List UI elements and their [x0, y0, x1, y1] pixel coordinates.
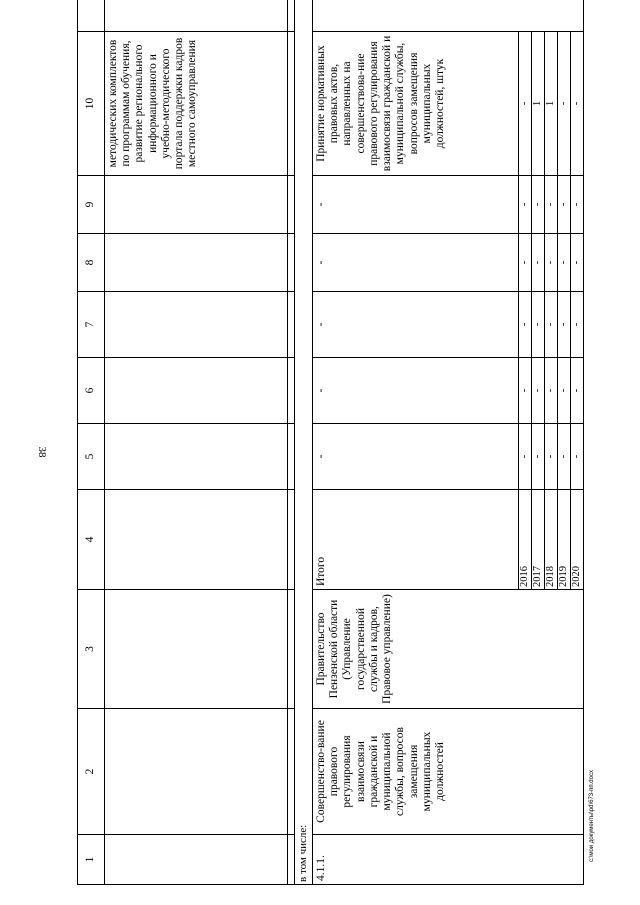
col-header-10: 10	[78, 32, 105, 176]
including-row	[295, 0, 313, 885]
col-header-11	[78, 0, 105, 32]
year-cell: -	[532, 176, 545, 234]
year-cell: -	[571, 424, 584, 490]
year-cell: -	[571, 176, 584, 234]
year-cell: -	[571, 32, 584, 176]
year-label: 2017	[532, 490, 545, 590]
continued-row	[105, 0, 288, 885]
item-name: Совершенство-вание правового регулирования взаимосвязи гражданской и муниципальной службы, вопросов замещения муниципальных должностей	[313, 709, 584, 835]
col-header-7: 7	[78, 292, 105, 358]
year-cell: -	[532, 292, 545, 358]
year-cell: 1	[532, 32, 545, 176]
year-cell: -	[558, 176, 571, 234]
year-cell: -	[558, 234, 571, 292]
year-cell: -	[519, 292, 532, 358]
total-c9: -	[313, 176, 519, 234]
blank-row	[288, 0, 295, 885]
program-measures-table	[77, 0, 584, 885]
year-cell: 1	[545, 32, 558, 176]
year-cell: -	[571, 358, 584, 424]
item-executor: Правительство Пензенской области (Управление государственной службы и кадров, Правовое управление)	[313, 590, 584, 709]
year-cell: -	[545, 424, 558, 490]
including-label: в том числе:	[295, 0, 313, 885]
year-cell: -	[519, 424, 532, 490]
year-cell: -	[558, 32, 571, 176]
year-label: 2019	[558, 490, 571, 590]
year-label: 2016	[519, 490, 532, 590]
year-cell: -	[519, 176, 532, 234]
year-cell: -	[532, 234, 545, 292]
col-header-4: 4	[78, 490, 105, 590]
total-c8: -	[313, 234, 519, 292]
year-cell: -	[519, 32, 532, 176]
year-cell: -	[571, 234, 584, 292]
total-c7: -	[313, 292, 519, 358]
col-header-2: 2	[78, 709, 105, 835]
year-label: 2018	[545, 490, 558, 590]
relation-text	[313, 0, 584, 32]
page-number: 38	[36, 446, 48, 458]
item-row	[313, 0, 519, 885]
year-cell: -	[545, 176, 558, 234]
total-c6: -	[313, 358, 519, 424]
year-cell: -	[558, 292, 571, 358]
col-header-3: 3	[78, 590, 105, 709]
footer-file-path: c:\мои документы\pd\673-пп.docx	[589, 770, 595, 862]
column-number-row	[78, 0, 105, 885]
item-number: 4.1.1.	[313, 835, 584, 885]
col-header-1: 1	[78, 835, 105, 885]
year-cell: -	[558, 424, 571, 490]
col-header-5: 5	[78, 424, 105, 490]
col-header-9: 9	[78, 176, 105, 234]
year-cell: -	[532, 358, 545, 424]
col-header-8: 8	[78, 234, 105, 292]
total-label: Итого	[313, 490, 519, 590]
rotated-table-wrapper	[77, 35, 583, 885]
year-cell: -	[519, 358, 532, 424]
year-label: 2020	[571, 490, 584, 590]
year-cell: -	[519, 234, 532, 292]
col-header-6: 6	[78, 358, 105, 424]
year-cell: -	[545, 292, 558, 358]
continued-indicator-text: методических комплектов по программам обучения, развитие регионального информационного и учебно-методического портала поддержки кадров местного самоуправления	[105, 32, 288, 176]
year-cell: -	[571, 292, 584, 358]
year-cell: -	[545, 234, 558, 292]
indicator-text: Принятие нормативных правовых актов, направленных на совершенствова-ние правового регулирования взаимосвязи гражданской и муниципальной службы, вопросов замещения муниципальных должностей, штук	[313, 32, 519, 176]
total-c5: -	[313, 424, 519, 490]
year-cell: -	[532, 424, 545, 490]
year-cell: -	[545, 358, 558, 424]
year-cell: -	[558, 358, 571, 424]
